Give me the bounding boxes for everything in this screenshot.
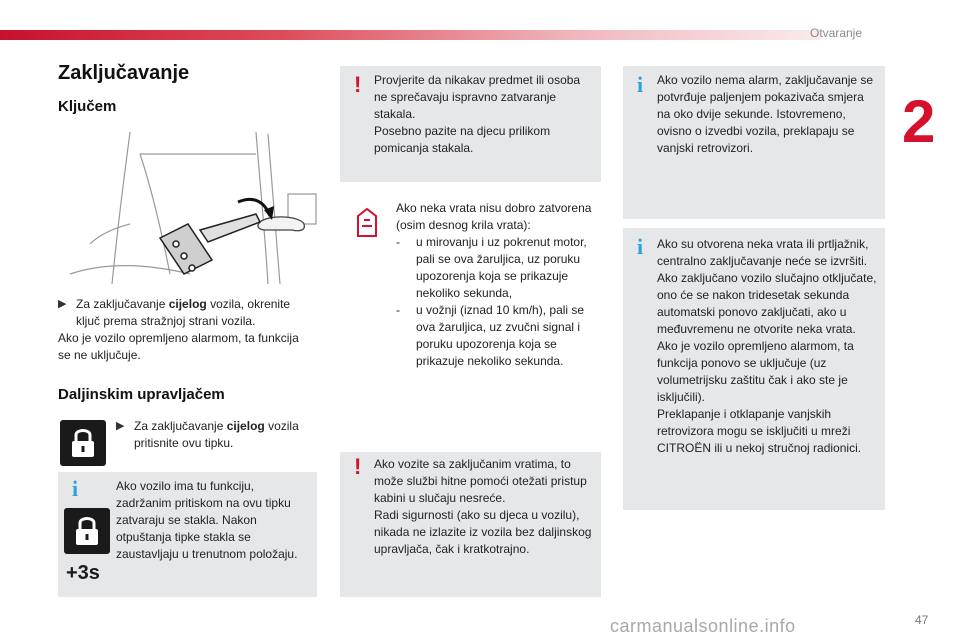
watermark: carmanualsonline.info bbox=[610, 616, 796, 636]
remote-lock-button-hold bbox=[64, 508, 110, 554]
doors-open-p3: Ako je vozilo opremljeno alarmom, ta funkcija ponovo se uključuje (uz volumetrijsku zaštitu čak i ako ste je isključili). bbox=[657, 339, 854, 404]
door-alert-item-stationary: u mirovanju i uz pokrenut motor, pali se ova žaruljica, uz poruku upozorenja koja se prikazuje nekoliko sekunda, bbox=[416, 235, 587, 300]
warning-box-windows bbox=[340, 66, 601, 182]
arrow-bullet-icon: ▶ bbox=[116, 420, 125, 432]
locked-warning-line1: Ako vozite sa zaključanim vratima, to može službi hitne pomoći otežati pristup kabini u slučaju nesreće. bbox=[374, 457, 587, 505]
remote-lock-button bbox=[60, 420, 106, 466]
door-alert-intro: Ako neka vrata nisu dobro zatvorena (osim desnog krila vrata): bbox=[396, 201, 592, 232]
page-title: Zaključavanje bbox=[58, 62, 190, 84]
doors-open-p4: Preklapanje i otklapanje vanjskih retrovizora mogu se isključiti u mreži CITROËN ili u nekoj stručnoj radionici. bbox=[657, 407, 862, 455]
no-alarm-text: Ako vozilo nema alarm, zaključavanje se potvrđuje paljenjem pokazivača smjera na oko dvije sekunde. Istovremeno, ovisno o izvedbi vozila, preklapaju se vanjski retrovizori. bbox=[657, 73, 874, 155]
key-lock-instruction: Za zaključavanje cijelog vozila, okrenite ključ prema stražnjoj strani vozila. bbox=[76, 297, 291, 328]
doors-open-p1: Ako su otvorena neka vrata ili prtljažnik, centralno zaključavanje neće se izvršiti. bbox=[657, 237, 869, 268]
key-door-illustration bbox=[60, 124, 318, 286]
warning-box-locked-driving bbox=[340, 452, 601, 597]
info-box-no-alarm bbox=[623, 66, 885, 219]
locked-warning-line2: Radi sigurnosti (ako su djeca u vozilu), nikada ne izlazite iz vozila bez daljinskog upravljača, čak i kratkotrajno. bbox=[374, 508, 592, 556]
section-title: Otvaranje bbox=[810, 26, 863, 40]
padlock-icon bbox=[64, 508, 110, 554]
door-alert-item-driving: u vožnji (iznad 10 km/h), pali se ova žaruljica, uz zvučni signal i poruku upozorenja koja se prikazuje nekoliko sekunda. bbox=[416, 303, 585, 368]
window-closing-text: Ako vozilo ima tu funkciju, zadržanim pritiskom na ovu tipku zatvaraju se stakla. Nakon otpuštanja tipke stakla se zaustavljaju u trenutnom položaju. bbox=[116, 479, 298, 561]
remote-lock-instruction: Za zaključavanje cijelog vozila pritisnite ovu tipku. bbox=[134, 419, 299, 450]
doors-open-p2: Ako zaključano vozilo slučajno otključate, ono će se nakon tridesetak sekunda automatski ponovo zaključati, ako u međuvremenu ne otvorite neka vrata. bbox=[657, 271, 877, 336]
windows-warning-line1: Provjerite da nikakav predmet ili osoba ne sprečavaju ispravno zatvaranje stakala. bbox=[374, 73, 581, 121]
door-open-warning-icon bbox=[350, 206, 384, 240]
info-icon: i bbox=[637, 234, 644, 259]
key-section-heading: Ključem bbox=[58, 98, 117, 115]
windows-warning-line2: Posebno pazite na djecu prilikom pomicanja stakala. bbox=[374, 124, 551, 155]
exclamation-icon: ! bbox=[354, 454, 362, 479]
page-number: 47 bbox=[915, 613, 929, 627]
chapter-number: 2 bbox=[902, 88, 936, 155]
header-accent-bar bbox=[0, 30, 820, 40]
hold-duration-label: +3s bbox=[66, 562, 100, 584]
key-alarm-note: Ako je vozilo opremljeno alarmom, ta funkcija se ne uključuje. bbox=[58, 331, 299, 362]
info-box-doors-open bbox=[623, 228, 885, 510]
arrow-bullet-icon: ▶ bbox=[58, 298, 67, 310]
exclamation-icon: ! bbox=[354, 72, 362, 97]
padlock-icon bbox=[60, 420, 106, 466]
remote-section-heading: Daljinskim upravljačem bbox=[58, 386, 225, 403]
info-box-window-closing bbox=[58, 472, 317, 597]
info-icon: i bbox=[637, 72, 644, 97]
info-icon: i bbox=[72, 476, 79, 501]
